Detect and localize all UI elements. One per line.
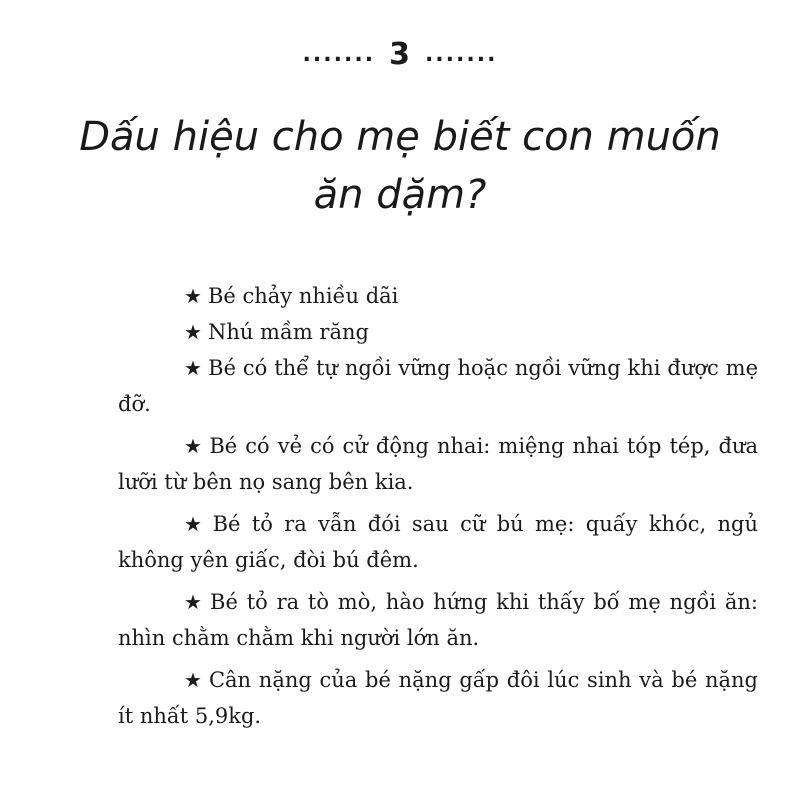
page-title	[60, 108, 740, 224]
star-icon: ★	[184, 284, 202, 308]
list-item: ★ Bé tỏ ra vẫn đói sau cữ bú mẹ: quấy khóc, ngủ không yên giấc, đòi bú đêm.	[118, 512, 758, 572]
star-icon: ★	[184, 512, 207, 536]
list-item: ★ Nhú mầm răng	[184, 320, 369, 344]
chapter-number: 3	[389, 37, 411, 72]
star-icon: ★	[184, 434, 204, 458]
star-icon: ★	[184, 356, 203, 380]
title-line-2: ăn dặm?	[313, 172, 487, 218]
star-icon: ★	[184, 590, 205, 614]
list-item: ★ Bé tỏ ra tò mò, hào hứng khi thấy bố mẹ ngồi ăn: nhìn chằm chằm khi người lớn ăn.	[118, 590, 758, 650]
list-item: ★ Bé có thể tự ngồi vững hoặc ngồi vững khi được mẹ đỡ.	[118, 356, 758, 416]
star-icon: ★	[184, 668, 203, 692]
list-item: ★ Cân nặng của bé nặng gấp đôi lúc sinh và bé nặng ít nhất 5,9kg.	[118, 668, 758, 728]
header-dots-left: .......	[302, 42, 376, 67]
star-icon: ★	[184, 320, 202, 344]
header-dots-right: .......	[424, 42, 498, 67]
title-line-1: Dấu hiệu cho mẹ biết con muốn	[79, 114, 721, 160]
list-item: ★ Bé có vẻ có cử động nhai: miệng nhai tóp tép, đưa lưỡi từ bên nọ sang bên kia.	[118, 434, 758, 494]
sign-list	[118, 278, 758, 740]
chapter-header	[0, 36, 800, 72]
list-item: ★ Bé chảy nhiều dãi	[184, 284, 399, 308]
